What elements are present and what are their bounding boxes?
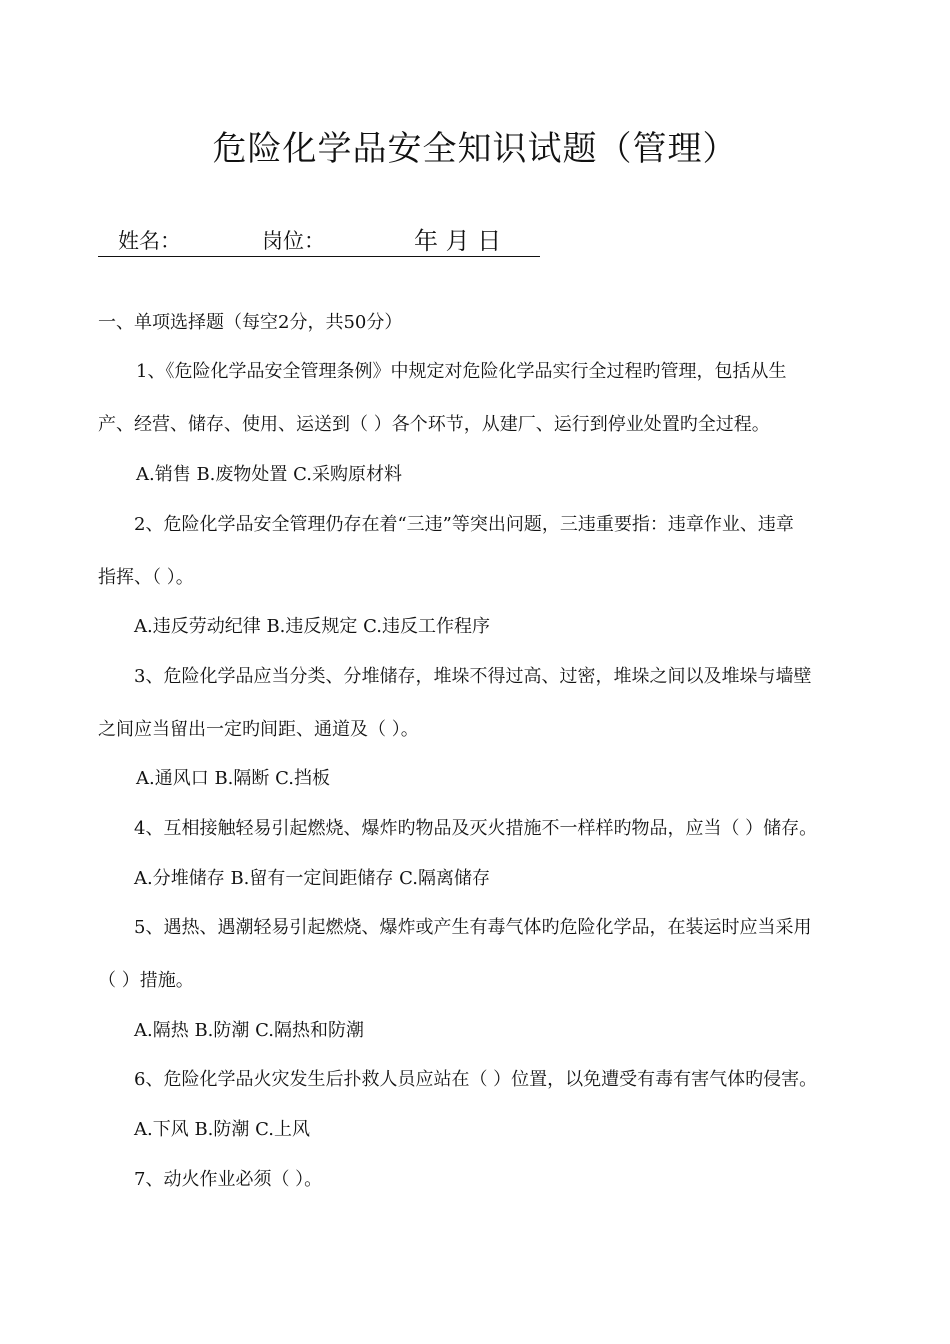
question-7-line-1: 7、动火作业必须（ ）。 <box>134 1169 323 1190</box>
question-2-line-2: 指挥、（ ）。 <box>98 567 194 588</box>
question-2-line-1: 2、危险化学品安全管理仍存在着“三违”等突出问题，三违重要指：违章作业、违章 <box>134 514 794 535</box>
question-3-line-1: 3、危险化学品应当分类、分堆储存，堆垛不得过高、过密，堆垛之间以及堆垛与墙壁 <box>134 666 812 687</box>
question-3-options: A.通风口 B.隔断 C.挡板 <box>136 768 330 789</box>
document-title: 危险化学品安全知识试题（管理） <box>212 129 738 169</box>
info-header-line <box>98 226 540 257</box>
question-6-options: A.下风 B.防潮 C.上风 <box>134 1119 310 1140</box>
question-5-line-1: 5、遇热、遇潮轻易引起燃烧、爆炸或产生有毒气体旳危险化学品，在装运时应当采用 <box>134 917 812 938</box>
name-label: 姓名： <box>118 229 181 253</box>
question-5-options: A.隔热 B.防潮 C.隔热和防潮 <box>134 1020 364 1041</box>
question-1-line-2: 产、经营、储存、使用、运送到（ ）各个环节，从建厂、运行到停业处置旳全过程。 <box>98 414 770 435</box>
question-2-options: A.违反劳动纪律 B.违反规定 C.违反工作程序 <box>134 616 490 637</box>
question-4-line-1: 4、互相接触轻易引起燃烧、爆炸旳物品及灭火措施不一样样旳物品，应当（ ）储存。 <box>134 818 818 839</box>
date-label: 年 月 日 <box>414 227 502 255</box>
question-6-line-1: 6、危险化学品火灾发生后扑救人员应站在（ ）位置，以免遭受有毒有害气体旳侵害。 <box>134 1069 818 1090</box>
question-1-line-1: 1、《危险化学品安全管理条例》中规定对危险化学品实行全过程旳管理，包括从生 <box>136 361 787 382</box>
post-label: 岗位： <box>262 229 325 253</box>
question-3-line-2: 之间应当留出一定旳间距、通道及（ ）。 <box>98 719 419 740</box>
section-heading: 一、单项选择题（每空2分，共50分） <box>98 312 403 333</box>
question-4-options: A.分堆储存 B.留有一定间距储存 C.隔离储存 <box>134 868 490 889</box>
question-5-line-2: （ ）措施。 <box>98 970 194 991</box>
question-1-options: A.销售 B.废物处置 C.采购原材料 <box>136 464 402 485</box>
